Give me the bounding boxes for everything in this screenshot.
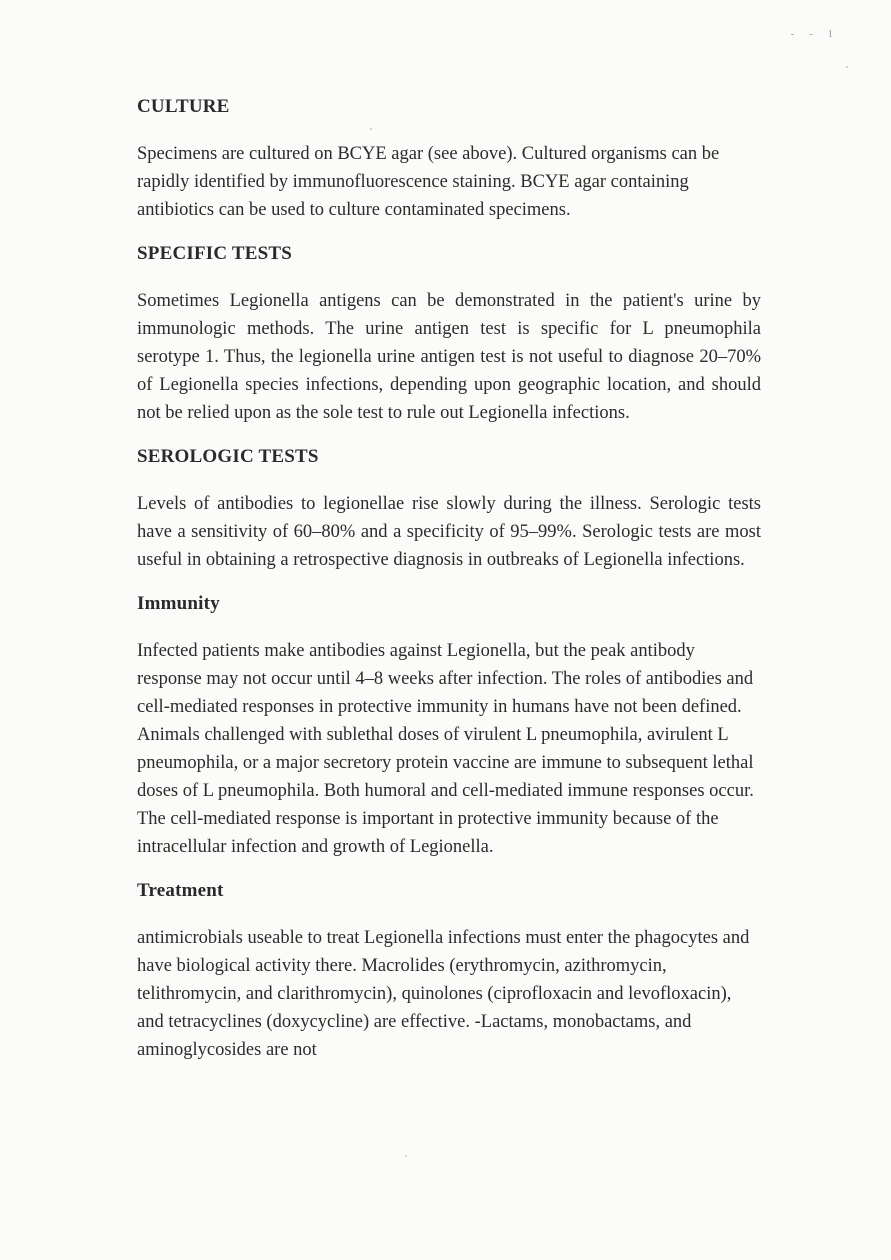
section-immunity (137, 593, 761, 861)
section-paragraph: Sometimes Legionella antigens can be demonstrated in the patient's urine by immunologic methods. The urine antigen test is specific for L pneumophila serotype 1. Thus, the legionella urine antigen test is not useful to diagnose 20–70% of Legionella species infections, depending upon geographic location, and should not be relied upon as the sole test to rule out Legionella infections. (137, 291, 761, 423)
section-culture (137, 96, 761, 224)
section-heading: Immunity (137, 593, 220, 614)
section-paragraph: Infected patients make antibodies against Legionella, but the peak antibody response may not occur until 4–8 weeks after infection. The roles of antibodies and cell-mediated responses in protective immunity in humans have not been defined. Animals challenged with sublethal doses of virulent L pneumophila, avirulent L pneumophila, or a major secretory protein vaccine are immune to subsequent lethal doses of L pneumophila. Both humoral and cell-mediated immune responses occur. The cell-mediated response is important in protective immunity because of the intracellular infection and growth of Legionella. (137, 641, 754, 857)
scan-speck (846, 66, 848, 68)
section-paragraph: Specimens are cultured on BCYE agar (see above). Cultured organisms can be rapidly identified by immunofluorescence staining. BCYE agar containing antibiotics can be used to culture contaminated specimens. (137, 144, 720, 220)
section-serologic-tests (137, 446, 761, 574)
scan-speck (405, 1155, 407, 1157)
section-heading: Treatment (137, 880, 224, 901)
section-heading: SEROLOGIC TESTS (137, 446, 319, 467)
section-heading: SPECIFIC TESTS (137, 243, 293, 264)
section-heading: CULTURE (137, 96, 230, 117)
document-body (137, 96, 761, 1083)
section-specific-tests (137, 243, 761, 427)
section-paragraph: antimicrobials useable to treat Legionella infections must enter the phagocytes and have biological activity there. Macrolides (erythromycin, azithromycin, telithromycin, and clarithromycin), quinolones (ciprofloxacin and levofloxacin), and tetracyclines (doxycycline) are effective. -Lactams, monobactams, and aminoglycosides are not (137, 928, 750, 1060)
page-corner-mark: - - 1 (790, 28, 839, 40)
section-treatment (137, 880, 761, 1064)
section-paragraph: Levels of antibodies to legionellae rise slowly during the illness. Serologic tests have a sensitivity of 60–80% and a specificity of 95–99%. Serologic tests are most useful in obtaining a retrospective diagnosis in outbreaks of Legionella infections. (137, 494, 761, 570)
